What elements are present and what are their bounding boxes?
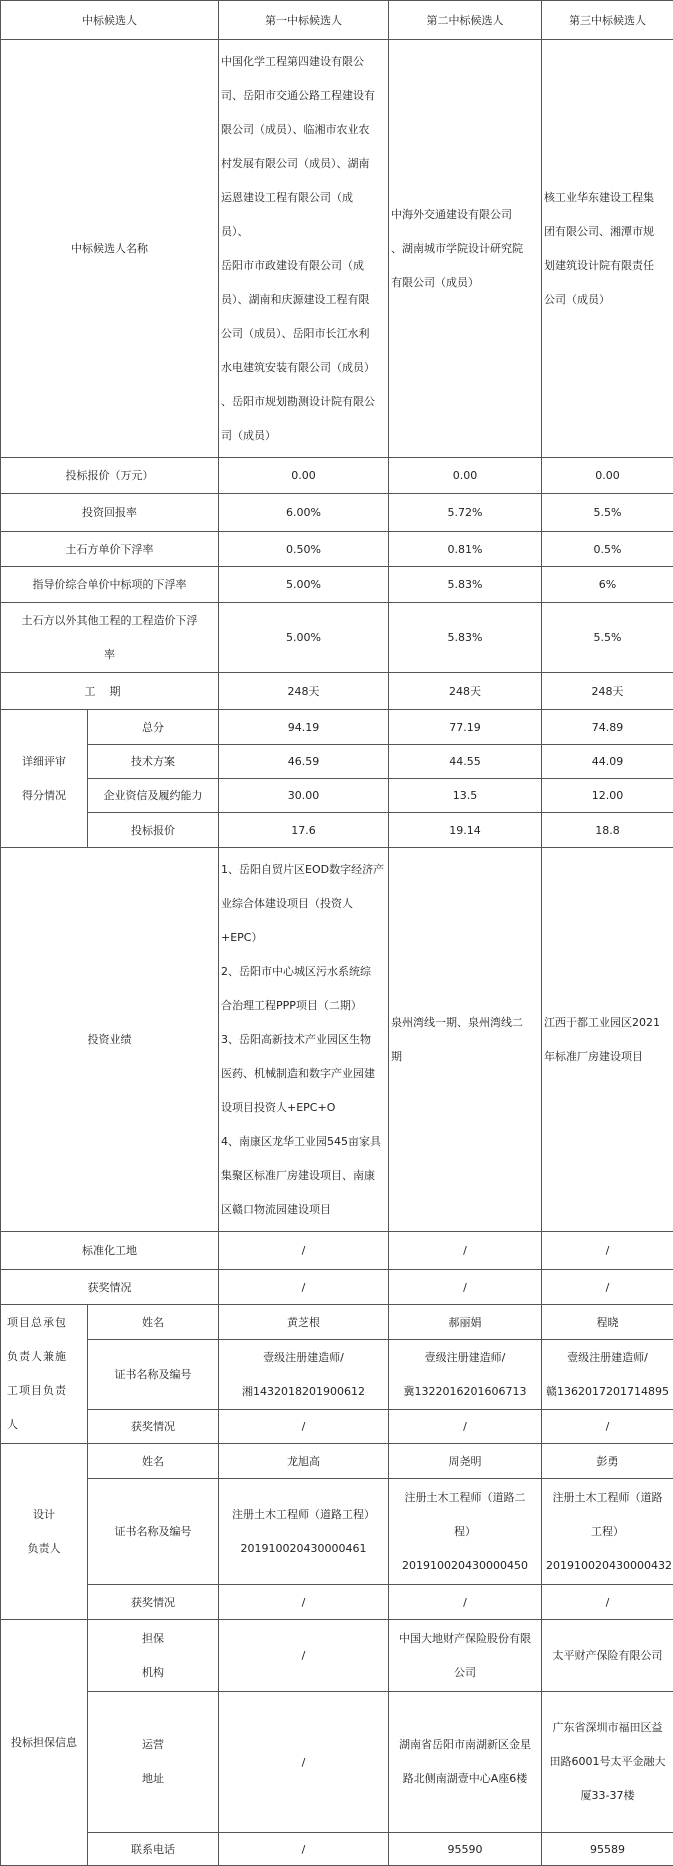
score-tech-c2: 44.55 [389, 745, 542, 779]
pm-cert-label: 证书名称及编号 [88, 1340, 219, 1410]
text-line: 路北侧南湖壹中心A座6楼 [393, 1762, 537, 1796]
score-total-label: 总分 [88, 710, 219, 745]
guarantee-phone-label: 联系电话 [88, 1833, 219, 1866]
return-rate-c3: 5.5% [542, 494, 673, 532]
standard-site-c2: / [389, 1232, 542, 1270]
designer-cert-c2 [389, 1479, 542, 1585]
awards-row [1, 1270, 673, 1305]
text-line: 田路6001号太平金融大 [546, 1745, 669, 1779]
standard-site-c3: / [542, 1232, 673, 1270]
bid-price-row [1, 458, 673, 494]
text-line: 注册土木工程师（道路工程） [223, 1498, 384, 1532]
awards-c2: / [389, 1270, 542, 1305]
standard-site-c1: / [219, 1232, 389, 1270]
candidate-1-name [219, 40, 389, 458]
score-price-c2: 19.14 [389, 813, 542, 848]
text-line: 中国化学工程第四建设有限公 [221, 45, 386, 79]
text-line: 划建筑设计院有限责任 [544, 249, 671, 283]
designer-group-label [1, 1444, 88, 1620]
score-total-row [1, 710, 673, 745]
designer-name-label: 姓名 [88, 1444, 219, 1479]
score-total-c1: 94.19 [219, 710, 389, 745]
text-line: 广东省深圳市福田区益 [546, 1711, 669, 1745]
text-line: 担保 [92, 1622, 214, 1656]
guide-price-rate-row [1, 567, 673, 603]
score-price-c1: 17.6 [219, 813, 389, 848]
names-row [1, 40, 673, 458]
guide-price-rate-c3: 6% [542, 567, 673, 603]
other-works-rate-c2: 5.83% [389, 603, 542, 673]
pm-cert-row [1, 1340, 673, 1410]
text-line: 201910020430000432 [546, 1549, 669, 1583]
pm-name-c2: 郝丽娟 [389, 1305, 542, 1340]
awards-label: 获奖情况 [1, 1270, 219, 1305]
text-line: 核工业华东建设工程集 [544, 181, 671, 215]
text-line: 机构 [92, 1656, 214, 1690]
guarantee-addr-c3 [542, 1692, 673, 1833]
designer-name-c1: 龙旭高 [219, 1444, 389, 1479]
bid-price-c3: 0.00 [542, 458, 673, 494]
designer-cert-row [1, 1479, 673, 1585]
pm-award-c2: / [389, 1410, 542, 1444]
guarantee-org-label [88, 1620, 219, 1692]
text-line: 率 [5, 638, 214, 672]
text-line: 江西于都工业园区2021 [544, 1006, 671, 1040]
guarantee-phone-c2: 95590 [389, 1833, 542, 1866]
text-line: 、岳阳市规划勘测设计院有限公 [221, 385, 386, 419]
score-credit-label: 企业资信及履约能力 [88, 779, 219, 813]
other-works-rate-label [1, 603, 219, 673]
text-line: 湘1432018201900612 [223, 1375, 384, 1409]
pm-cert-c1 [219, 1340, 389, 1410]
score-tech-c3: 44.09 [542, 745, 673, 779]
text-line: 泉州湾线一期、泉州湾线二 [391, 1006, 539, 1040]
pm-name-c1: 黄芝根 [219, 1305, 389, 1340]
other-works-rate-row [1, 603, 673, 673]
text-line: 集聚区标准厂房建设项目、南康 [221, 1159, 386, 1193]
pm-award-label: 获奖情况 [88, 1410, 219, 1444]
score-credit-c3: 12.00 [542, 779, 673, 813]
score-price-label: 投标报价 [88, 813, 219, 848]
text-line: 限公司（成员）、临湘市农业农 [221, 113, 386, 147]
text-line: 中海外交通建设有限公司 [391, 198, 539, 232]
earthwork-rate-label: 土石方单价下浮率 [1, 532, 219, 567]
text-line: 壹级注册建造师/ [393, 1341, 537, 1375]
bid-price-c1: 0.00 [219, 458, 389, 494]
performance-c3 [542, 848, 673, 1232]
pm-cert-c2 [389, 1340, 542, 1410]
awards-c3: / [542, 1270, 673, 1305]
other-works-rate-c1: 5.00% [219, 603, 389, 673]
text-line: 得分情况 [5, 779, 83, 813]
designer-award-c1: / [219, 1585, 389, 1620]
text-line: 设计 [5, 1498, 83, 1532]
guide-price-rate-c2: 5.83% [389, 567, 542, 603]
guarantee-addr-c1: / [219, 1692, 389, 1833]
period-c3: 248天 [542, 673, 673, 710]
guarantee-addr-label [88, 1692, 219, 1833]
text-line: 公司（成员）、岳阳市长江水利 [221, 317, 386, 351]
text-line: 运营 [92, 1728, 214, 1762]
text-line: 年标准厂房建设项目 [544, 1040, 671, 1074]
text-line: 壹级注册建造师/ [546, 1341, 669, 1375]
text-line: 3、岳阳高新技术产业园区生物 [221, 1023, 386, 1057]
pm-name-label: 姓名 [88, 1305, 219, 1340]
designer-award-c2: / [389, 1585, 542, 1620]
return-rate-c1: 6.00% [219, 494, 389, 532]
text-line: +EPC） [221, 921, 386, 955]
pm-award-row [1, 1410, 673, 1444]
designer-cert-label: 证书名称及编号 [88, 1479, 219, 1585]
score-total-c3: 74.89 [542, 710, 673, 745]
score-total-c2: 77.19 [389, 710, 542, 745]
text-line: 程） [393, 1515, 537, 1549]
text-line: 员）、湖南和庆源建设工程有限 [221, 283, 386, 317]
pm-group-label [1, 1305, 88, 1444]
pm-name-c3: 程晓 [542, 1305, 673, 1340]
designer-cert-c3 [542, 1479, 673, 1585]
header-label: 中标候选人 [1, 1, 219, 40]
period-c1: 248天 [219, 673, 389, 710]
guide-price-rate-c1: 5.00% [219, 567, 389, 603]
guarantee-org-c2 [389, 1620, 542, 1692]
text-line: 工程） [546, 1515, 669, 1549]
score-tech-row [1, 745, 673, 779]
names-label: 中标候选人名称 [1, 40, 219, 458]
period-row [1, 673, 673, 710]
standard-site-row [1, 1232, 673, 1270]
text-line: 2、岳阳市中心城区污水系统综 [221, 955, 386, 989]
designer-name-row [1, 1444, 673, 1479]
text-line: 村发展有限公司（成员）、湖南 [221, 147, 386, 181]
text-line: 团有限公司、湘潭市规 [544, 215, 671, 249]
text-line: 壹级注册建造师/ [223, 1341, 384, 1375]
score-price-row [1, 813, 673, 848]
earthwork-rate-c2: 0.81% [389, 532, 542, 567]
score-tech-c1: 46.59 [219, 745, 389, 779]
text-line: 中国大地财产保险股份有限 [393, 1622, 537, 1656]
guarantee-addr-c2 [389, 1692, 542, 1833]
score-group-label [1, 710, 88, 848]
guarantee-org-c1: / [219, 1620, 389, 1692]
candidate-2-name [389, 40, 542, 458]
text-line: 人 [7, 1408, 83, 1442]
text-line: 设项目投资人+EPC+O [221, 1091, 386, 1125]
performance-row [1, 848, 673, 1232]
guarantee-addr-row [1, 1692, 673, 1833]
text-line: 4、南康区龙华工业园545亩家具 [221, 1125, 386, 1159]
guide-price-rate-label: 指导价综合单价中标项的下浮率 [1, 567, 219, 603]
score-price-c3: 18.8 [542, 813, 673, 848]
designer-cert-c1 [219, 1479, 389, 1585]
text-line: 司（成员） [221, 419, 386, 453]
performance-c1 [219, 848, 389, 1232]
text-line: 运恩建设工程有限公司（成 [221, 181, 386, 215]
designer-award-label: 获奖情况 [88, 1585, 219, 1620]
header-row [1, 1, 673, 40]
pm-cert-c3 [542, 1340, 673, 1410]
bid-price-label: 投标报价（万元） [1, 458, 219, 494]
score-credit-c2: 13.5 [389, 779, 542, 813]
text-line: 期 [391, 1040, 539, 1074]
text-line: 赣1362017201714895 [546, 1375, 669, 1409]
pm-award-c3: / [542, 1410, 673, 1444]
text-line: 201910020430000450 [393, 1549, 537, 1583]
earthwork-rate-c1: 0.50% [219, 532, 389, 567]
designer-name-c3: 彭勇 [542, 1444, 673, 1479]
text-line: 注册土木工程师（道路 [546, 1481, 669, 1515]
score-credit-row [1, 779, 673, 813]
text-line: 湖南省岳阳市南湖新区金星 [393, 1728, 537, 1762]
text-line: 负责人兼施 [7, 1340, 83, 1374]
guarantee-org-c3: 太平财产保险有限公司 [542, 1620, 673, 1692]
header-candidate-2: 第二中标候选人 [389, 1, 542, 40]
period-c2: 248天 [389, 673, 542, 710]
text-line: 岳阳市市政建设有限公司（成 [221, 249, 386, 283]
header-candidate-1: 第一中标候选人 [219, 1, 389, 40]
pm-award-c1: / [219, 1410, 389, 1444]
earthwork-rate-row [1, 532, 673, 567]
guarantee-org-row [1, 1620, 673, 1692]
text-line: 公司（成员） [544, 283, 671, 317]
return-rate-row [1, 494, 673, 532]
period-label: 工期 [1, 673, 219, 710]
guarantee-phone-row [1, 1833, 673, 1866]
designer-award-row [1, 1585, 673, 1620]
bid-price-c2: 0.00 [389, 458, 542, 494]
text-line: 合治理工程PPP项目（二期） [221, 989, 386, 1023]
text-line: 冀1322016201606713 [393, 1375, 537, 1409]
guarantee-phone-c3: 95589 [542, 1833, 673, 1866]
text-line: 业综合体建设项目（投资人 [221, 887, 386, 921]
text-line: 土石方以外其他工程的工程造价下浮 [5, 604, 214, 638]
text-line: 地址 [92, 1762, 214, 1796]
performance-label: 投资业绩 [1, 848, 219, 1232]
performance-c2 [389, 848, 542, 1232]
header-candidate-3: 第三中标候选人 [542, 1, 673, 40]
guarantee-phone-c1: / [219, 1833, 389, 1866]
text-line: 详细评审 [5, 745, 83, 779]
designer-award-c3: / [542, 1585, 673, 1620]
text-line: 、湖南城市学院设计研究院 [391, 232, 539, 266]
text-line: 201910020430000461 [223, 1532, 384, 1566]
awards-c1: / [219, 1270, 389, 1305]
other-works-rate-c3: 5.5% [542, 603, 673, 673]
pm-name-row [1, 1305, 673, 1340]
designer-name-c2: 周尧明 [389, 1444, 542, 1479]
text-line: 医药、机械制造和数字产业园建 [221, 1057, 386, 1091]
text-line: 区赣口物流园建设项目 [221, 1193, 386, 1227]
text-line: 厦33-37楼 [546, 1779, 669, 1813]
candidate-3-name [542, 40, 673, 458]
text-line: 司、岳阳市交通公路工程建设有 [221, 79, 386, 113]
text-line: 1、岳阳自贸片区EOD数字经济产 [221, 853, 386, 887]
return-rate-label: 投资回报率 [1, 494, 219, 532]
earthwork-rate-c3: 0.5% [542, 532, 673, 567]
text-line: 项目总承包 [7, 1306, 83, 1340]
text-line: 工项目负责 [7, 1374, 83, 1408]
score-tech-label: 技术方案 [88, 745, 219, 779]
text-line: 公司 [393, 1656, 537, 1690]
text-line: 负责人 [5, 1532, 83, 1566]
text-line: 员）、 [221, 215, 386, 249]
guarantee-group-label: 投标担保信息 [1, 1620, 88, 1866]
text-line: 有限公司（成员） [391, 266, 539, 300]
return-rate-c2: 5.72% [389, 494, 542, 532]
standard-site-label: 标准化工地 [1, 1232, 219, 1270]
score-credit-c1: 30.00 [219, 779, 389, 813]
text-line: 注册土木工程师（道路二 [393, 1481, 537, 1515]
text-line: 水电建筑安装有限公司（成员） [221, 351, 386, 385]
